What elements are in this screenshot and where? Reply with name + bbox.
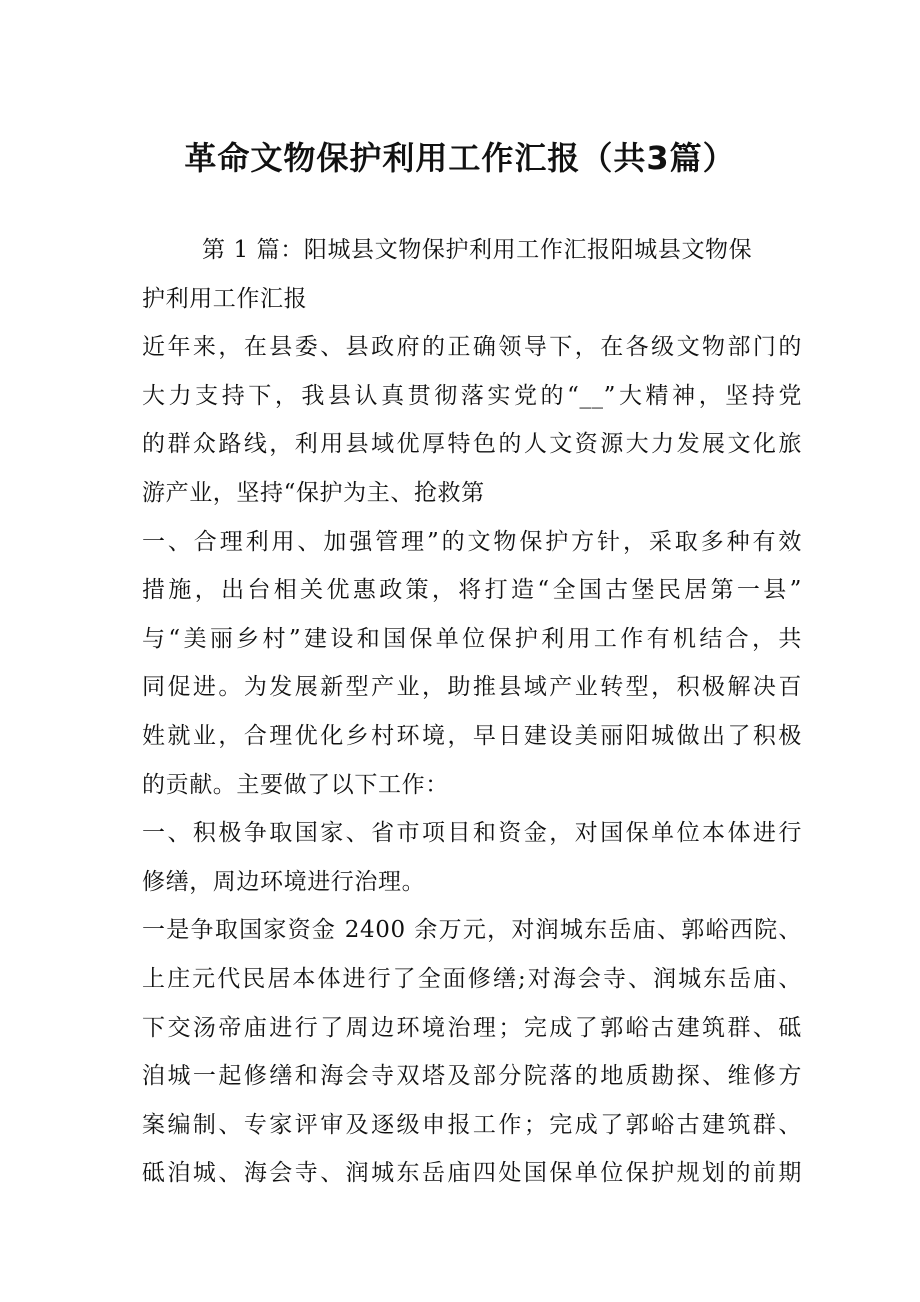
- document-title: 革命文物保护利用工作汇报（共3篇）: [184, 139, 736, 177]
- paragraph-line: 近年来，在县委、县政府的正确领导下，在各级文物部门的: [142, 334, 802, 361]
- paragraph-line: 姓就业，合理优化乡村环境，早日建设美丽阳城做出了积极: [142, 722, 802, 749]
- paragraph-line: 游产业，坚持“保护为主、抢救第: [142, 479, 485, 506]
- paragraph-line: 的群众路线，利用县域优厚特色的人文资源大力发展文化旅: [142, 431, 802, 458]
- document-body: [142, 226, 802, 1198]
- paragraph-line: 措施，出台相关优惠政策，将打造“全国古堡民居第一县”: [142, 577, 802, 604]
- paragraph-line: 一、积极争取国家、省市项目和资金，对国保单位本体进行: [142, 820, 802, 847]
- paragraph-line: 的贡献。主要做了以下工作：: [142, 771, 449, 798]
- paragraph-line: 洎城一起修缮和海会寺双塔及部分院落的地质勘探、维修方: [142, 1063, 802, 1090]
- paragraph-line: 与“美丽乡村”建设和国保单位保护利用工作有机结合，共: [142, 625, 802, 652]
- paragraph-line: 一、合理利用、加强管理”的文物保护方针，采取多种有效: [142, 528, 802, 555]
- paragraph-line: 案编制、专家评审及逐级申报工作；完成了郭峪古建筑群、: [142, 1111, 802, 1138]
- paragraph-line: 大力支持下，我县认真贯彻落实党的“__”大精神，坚持党: [142, 382, 802, 409]
- paragraph-line: 砥洎城、海会寺、润城东岳庙四处国保单位保护规划的前期: [142, 1160, 802, 1187]
- paragraph-line: 一是争取国家资金 2400 余万元，对润城东岳庙、郭峪西院、: [142, 917, 802, 944]
- paragraph-line: 上庄元代民居本体进行了全面修缮;对海会寺、润城东岳庙、: [142, 965, 802, 992]
- paragraph-line: 修缮，周边环境进行治理。: [142, 868, 426, 895]
- paragraph-line: 第 1 篇：阳城县文物保护利用工作汇报阳城县文物保: [202, 237, 753, 263]
- paragraph-line: 护利用工作汇报: [142, 285, 308, 312]
- paragraph-line: 同促进。为发展新型产业，助推县域产业转型，积极解决百: [142, 674, 802, 701]
- paragraph-line: 下交汤帝庙进行了周边环境治理；完成了郭峪古建筑群、砥: [142, 1014, 802, 1041]
